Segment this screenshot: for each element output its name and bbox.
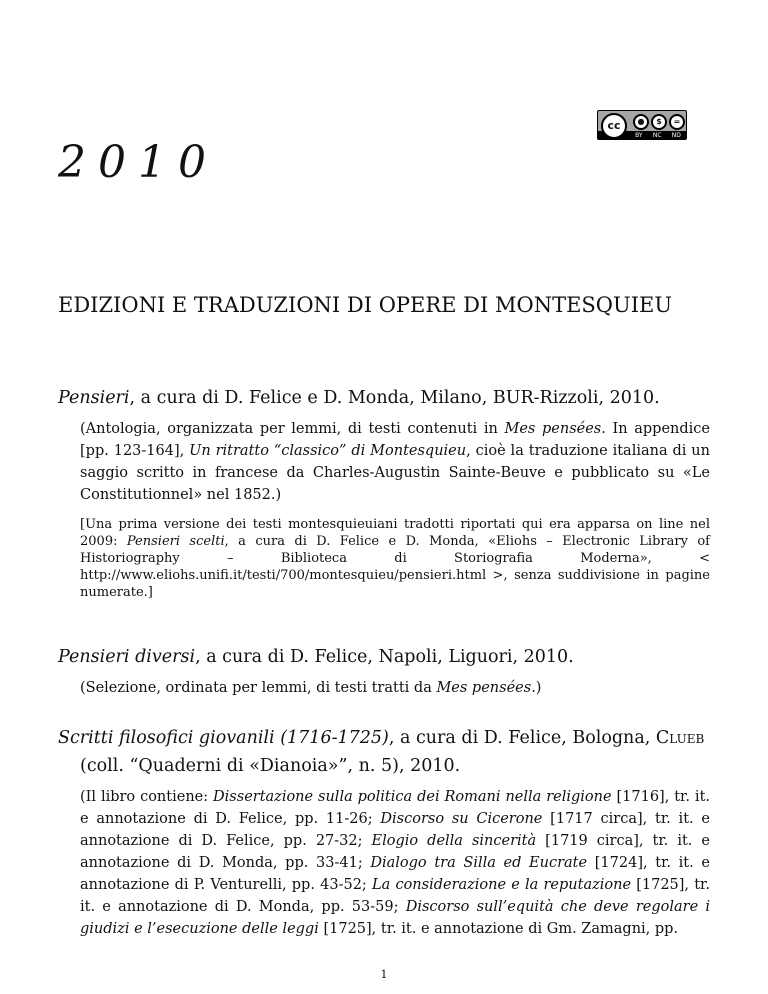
license-tag-nc: NC [652, 132, 662, 139]
entry-citation: Scritti filosofici giovanili (1716-1725), a cura di D. Felice, Bologna, Clueb (coll. “Quaderni di «Dianoia»”, n. 5), 2010. [58, 728, 705, 776]
entry-note: (Il libro contiene: Dissertazione sulla politica dei Romani nella religione [1716], tr. it. e annotazione di D. Felice, pp. 11-26; Discorso su Cicerone [1717 circa], tr. it. e annotazione di D. Felice, pp. 27-32; Elogio della sincerità [1719 circa], tr. it. e annotazione di D. Monda, pp. 33-41; Dialogo tra Silla ed Eucrate [1724], tr. it. e annotazione di P. Venturelli, pp. 43-52; La considerazione e la reputazione [1725], tr. it. e annotazione di D. Monda, pp. 53-59; Discorso sull’equità che deve regolare i giudizi e l’esecuzione delle leggi [1725], tr. it. e annotazione di Gm. Zamagni, pp. [80, 789, 710, 937]
cc-logo-icon: cc [601, 113, 627, 139]
license-tags [630, 131, 686, 140]
cc-license-badge[interactable] [597, 110, 687, 140]
bibliography-entry [58, 724, 710, 940]
bibliography-entry [58, 384, 710, 601]
noderivatives-icon: = [669, 114, 685, 130]
attribution-icon: ● [633, 114, 649, 130]
section-heading: EDIZIONI E TRADUZIONI DI OPERE DI MONTESQUIEU [58, 293, 673, 317]
entry-title: Scritti filosofici giovanili (1716-1725) [58, 728, 389, 748]
noncommercial-icon: $ [651, 114, 667, 130]
entry-note: (Selezione, ordinata per lemmi, di testi tratti da Mes pensées.) [80, 680, 542, 696]
entry-footnote: [Una prima versione dei testi montesquieuiani tradotti riportati qui era apparsa on line nel 2009: Pensieri scelti, a cura di D. Felice e D. Monda, «Eliohs – Electronic Library of Historiography – Biblioteca di Storiografia Moderna», < http://www.eliohs.unifi.it/testi/700/montesquieu/pensieri.html >, senza suddivisione in pagine numerate.] [80, 517, 710, 600]
entry-citation: Pensieri diversi, a cura di D. Felice, Napoli, Liguori, 2010. [58, 647, 574, 667]
entry-note: (Antologia, organizzata per lemmi, di testi contenuti in Mes pensées. In appendice [pp. 123-164], Un ritratto “classico” di Montesquieu, cioè la traduzione italiana di un saggio scritto in francese da Charles-Augustin Sainte-Beuve e pubblicato su «Le Constitutionnel» nel 1852.) [80, 421, 710, 503]
entry-title: Pensieri [58, 388, 130, 408]
page-number: 1 [380, 968, 388, 981]
license-tag-by: BY [635, 132, 643, 139]
entry-citation: Pensieri, a cura di D. Felice e D. Monda, Milano, BUR-Rizzoli, 2010. [58, 388, 660, 408]
bibliography-entry [58, 643, 710, 699]
year-title: 2010 [58, 137, 218, 188]
entry-title: Pensieri diversi [58, 647, 196, 667]
license-tag-nd: ND [671, 132, 681, 139]
